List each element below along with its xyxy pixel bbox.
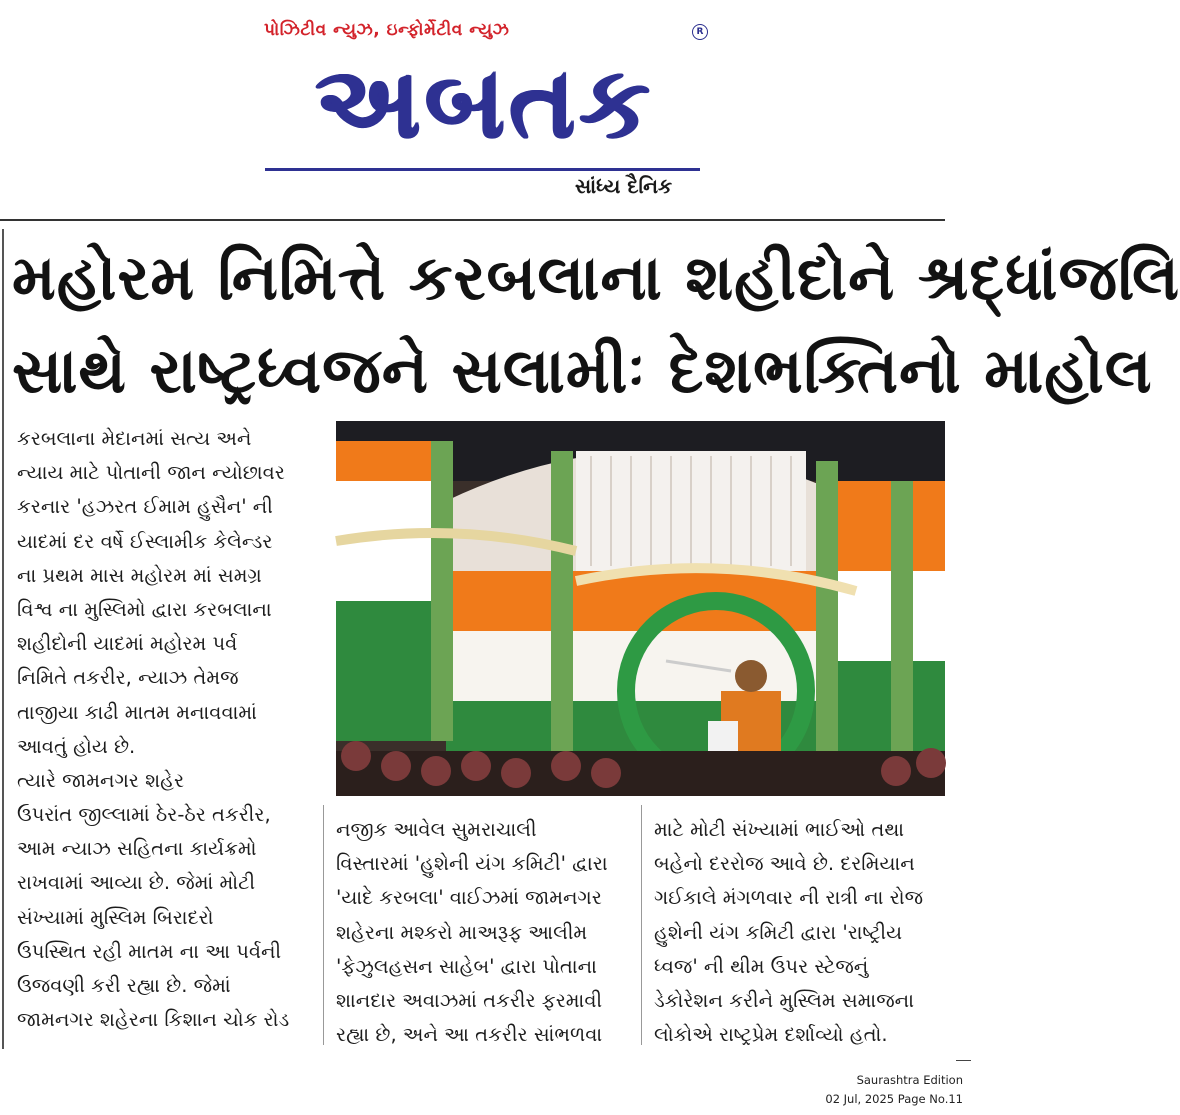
- article-text-line: રહ્યા છે, અને આ તકરીર સાંભળવા: [336, 1023, 603, 1047]
- article-column-3: [654, 813, 946, 1052]
- article-text-line: ત્યારે જામનગર શહેર: [17, 768, 185, 792]
- article-column-1: [17, 422, 309, 1037]
- newspaper-subtitle: સાંધ્ય દૈનિક: [575, 174, 673, 198]
- newspaper-logo: અબતક: [315, 44, 654, 161]
- article-text-line: શહેરના મશ્કરો માઅરૂફ આલીમ: [336, 920, 588, 944]
- article-text-line: લોકોએ રાષ્ટ્રપ્રેમ દર્શાવ્યો હતો.: [654, 1023, 888, 1047]
- article-text-line: ધ્વજ' ની થીમ ઉપર સ્ટેજનું: [654, 954, 869, 978]
- article-text-line: વિસ્તારમાં 'હુશેની યંગ કમિટી' દ્વારા: [336, 852, 608, 876]
- article-photo: [336, 421, 945, 796]
- article-text-line: રાખવામાં આવ્યા છે. જેમાં મોટી: [17, 871, 256, 895]
- article-text-line: તાજીયા કાઢી માતમ મનાવવામાં: [17, 700, 257, 724]
- article-text-line: આવતું હોય છે.: [17, 734, 136, 758]
- footer-rule: [956, 1060, 971, 1061]
- article-text-line: કરનાર 'હઝરત ઈમામ હુસૈન' ની: [17, 495, 273, 519]
- headline-line-1: મહોરમ નિમિત્તે કરબલાના શહીદોને શ્રદ્ધાંજલિ: [12, 241, 1180, 314]
- article-text-line: 'યાદે કરબલા' વાઈઝમાં જામનગર: [336, 886, 602, 910]
- article-text-line: કરબલાના મેદાનમાં સત્ય અને: [17, 427, 252, 450]
- edition-label: Saurashtra Edition: [856, 1073, 963, 1087]
- headline-line-2: સાથે રાષ્ટ્રધ્વજને સલામીઃ દેશભક્તિનો માહોલ: [12, 334, 1153, 407]
- article-text-line: સંખ્યામાં મુસ્લિમ બિરાદરો: [17, 905, 214, 929]
- article-text-line: ડેકોરેશન કરીને મુસ્લિમ સમાજના: [654, 988, 914, 1012]
- column-divider: [641, 805, 642, 1045]
- masthead: [0, 0, 971, 215]
- left-margin-rule: [2, 229, 4, 1049]
- article-text-line: હુશેની યંગ કમિટી દ્વારા 'રાષ્ટ્રીય: [654, 920, 903, 944]
- article-text-line: ના પ્રથમ માસ મહોરમ માં સમગ્ર: [17, 563, 262, 587]
- article-text-line: ઉપરાંત જીલ્લામાં ઠેર-ઠેર તકરીર,: [17, 803, 271, 827]
- article-text-line: માટે મોટી સંખ્યામાં ભાઈઓ તથા: [654, 818, 905, 841]
- tagline: પોઝિટીવ ન્યુઝ, ઇન્ફોર્મેટીવ ન્યુઝ: [264, 20, 510, 40]
- article-text-line: યાદમાં દર વર્ષે ઈસ્લામીક કેલેન્ડર: [17, 529, 273, 553]
- article-text-line: નજીક આવેલ સુમરાચાલી: [336, 818, 537, 841]
- logo-underline: [265, 168, 700, 171]
- article-text-line: 'ફેઝુલહસન સાહેબ' દ્વારા પોતાના: [336, 954, 597, 978]
- registered-trademark-icon: R: [692, 24, 708, 40]
- masthead-divider: [0, 219, 945, 221]
- article-text-line: ઉજવણી કરી રહ્યા છે. જેમાં: [17, 974, 231, 997]
- article-text-line: બહેનો દરરોજ આવે છે. દરમિયાન: [654, 852, 915, 876]
- article-text-line: ન્યાય માટે પોતાની જાન ન્યોછાવર: [17, 461, 285, 485]
- article-text-line: ઉપસ્થિત રહી માતમ ના આ પર્વની: [17, 939, 282, 963]
- article-text-line: જામનગર શહેરના કિશાન ચોક રોડ: [17, 1008, 290, 1032]
- stage-decoration-image: [336, 421, 945, 796]
- article-text-line: ગઈકાલે મંગળવાર ની રાત્રી ના રોજ: [654, 886, 924, 910]
- column-divider: [323, 805, 324, 1045]
- article-column-2: [336, 813, 628, 1052]
- article-text-line: નિમિતે તકરીર, ન્યાઝ તેમજ: [17, 666, 239, 690]
- page-info: 02 Jul, 2025 Page No.11: [825, 1092, 963, 1106]
- article-text-line: વિશ્વ ના મુસ્લિમો દ્વારા કરબલાના: [17, 597, 272, 621]
- article-text-line: શાનદાર અવાઝમાં તકરીર ફરમાવી: [336, 988, 603, 1012]
- article-text-line: આમ ન્યાઝ સહિતના કાર્યક્રમો: [17, 837, 257, 861]
- article-text-line: શહીદોની યાદમાં મહોરમ પર્વ: [17, 632, 238, 656]
